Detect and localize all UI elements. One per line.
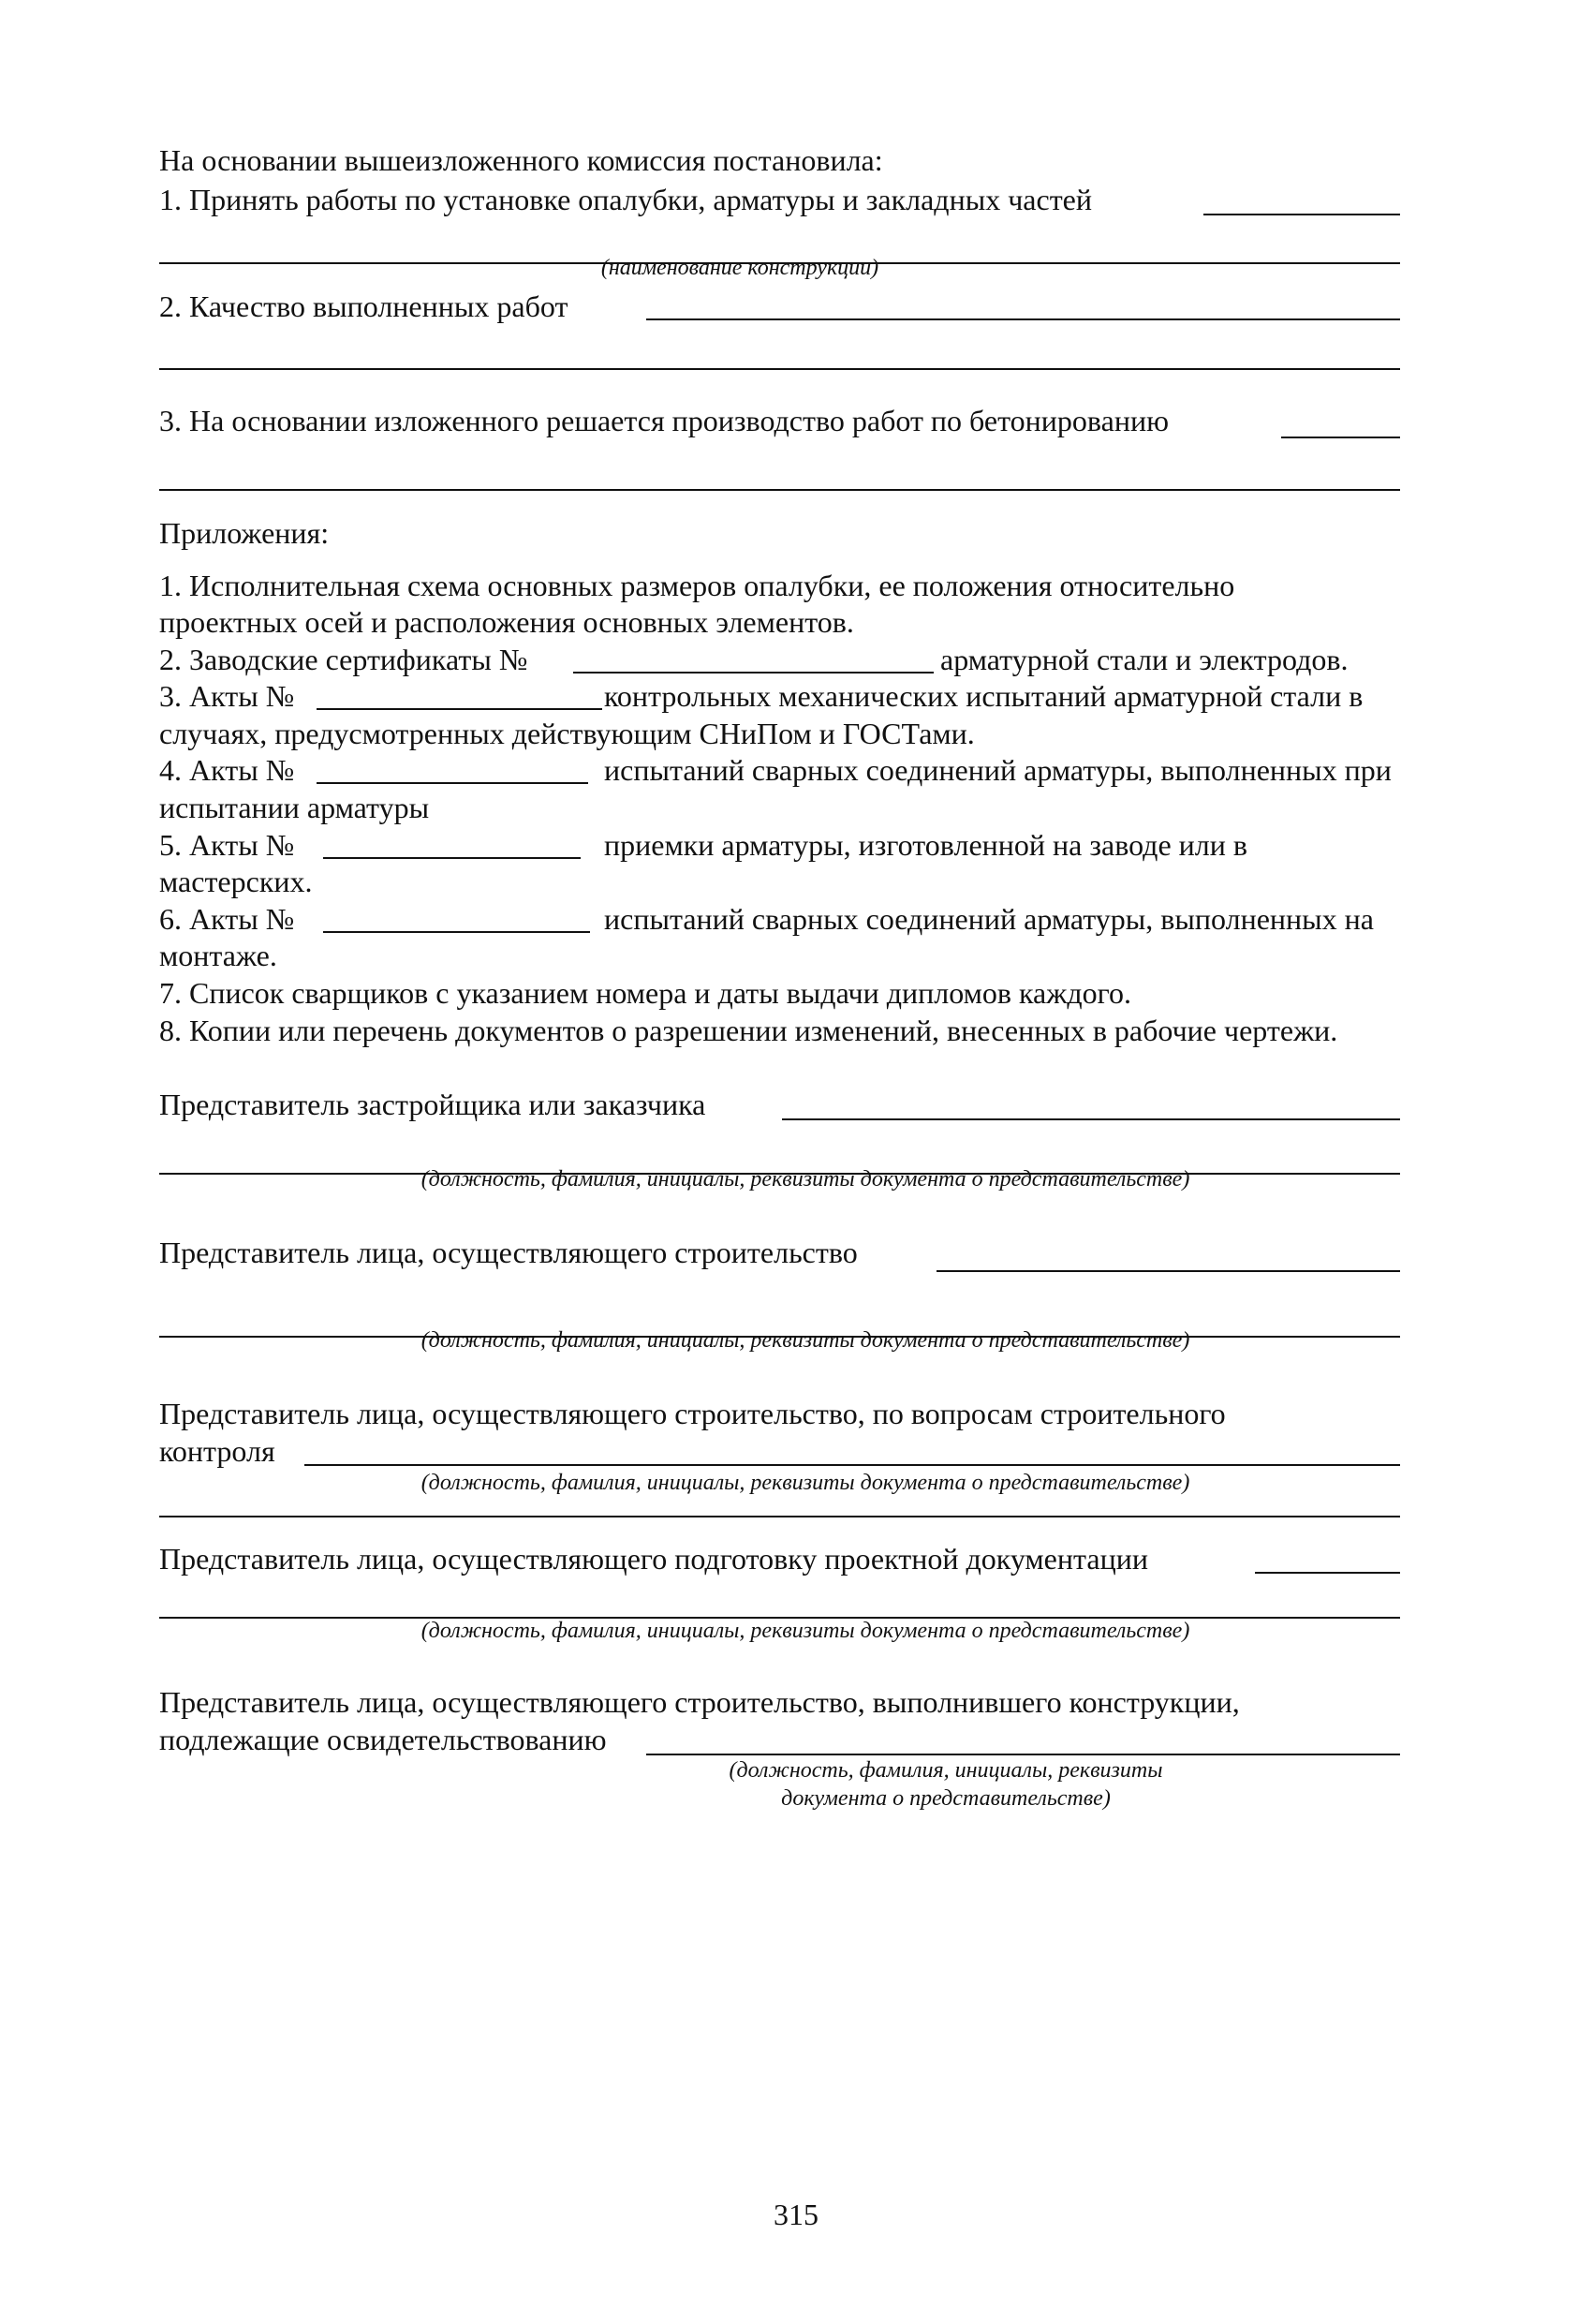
attachment-3-label: 3. Акты № bbox=[159, 679, 295, 713]
attachment-4-tail: испытаний сварных соединений арматуры, выполненных при bbox=[604, 753, 1392, 787]
caption-rep-contractor-2: документа о представительстве) bbox=[781, 1786, 1111, 1811]
rep-contractor-label-1: Представитель лица, осуществляющего строительство, выполнившего конструкции, bbox=[159, 1685, 1240, 1719]
decision-item-3: 3. На основании изложенного решается производство работ по бетонированию bbox=[159, 404, 1169, 437]
page-number: 315 bbox=[774, 2198, 819, 2231]
decision-item-2: 2. Качество выполненных работ bbox=[159, 289, 568, 323]
caption-rep-customer: (должность, фамилия, инициалы, реквизиты документа о представительстве) bbox=[420, 1167, 1190, 1192]
attachment-4-label: 4. Акты № bbox=[159, 753, 295, 787]
attachments-heading: Приложения: bbox=[159, 516, 330, 550]
fill-line-concreting-2[interactable] bbox=[159, 489, 1400, 491]
caption-rep-contractor-1: (должность, фамилия, инициалы, реквизиты bbox=[729, 1758, 1163, 1783]
attachment-3-tail: контрольных механических испытаний арматурной стали в bbox=[604, 679, 1364, 713]
attachment-6-label: 6. Акты № bbox=[159, 902, 295, 936]
attachment-4-line-2: испытании арматуры bbox=[159, 791, 430, 824]
attachment-1-line-1: 1. Исполнительная схема основных размеров опалубки, ее положения относительно bbox=[159, 569, 1235, 602]
attachment-7: 7. Список сварщиков с указанием номера и даты выдачи дипломов каждого. bbox=[159, 976, 1131, 1010]
rep-customer-label: Представитель застройщика или заказчика bbox=[159, 1088, 706, 1121]
fill-line-concreting[interactable] bbox=[1281, 437, 1400, 438]
fill-line-rep-customer[interactable] bbox=[782, 1118, 1400, 1120]
fill-line-acts-5[interactable] bbox=[323, 857, 581, 859]
rep-builder-label: Представитель лица, осуществляющего строительство bbox=[159, 1236, 858, 1269]
caption-construction-name: (наименование конструкции) bbox=[600, 256, 879, 280]
attachment-6-tail: испытаний сварных соединений арматуры, выполненных на bbox=[604, 902, 1374, 936]
rep-design-label: Представитель лица, осуществляющего подготовку проектной документации bbox=[159, 1542, 1148, 1576]
fill-line-rep-builder[interactable] bbox=[937, 1270, 1400, 1272]
caption-rep-control: (должность, фамилия, инициалы, реквизиты документа о представительстве) bbox=[420, 1471, 1190, 1495]
attachment-6-line-2: монтаже. bbox=[159, 939, 277, 972]
attachment-5-line-2: мастерских. bbox=[159, 865, 313, 898]
attachment-2-tail: арматурной стали и электродов. bbox=[940, 643, 1349, 676]
fill-line-acts-3[interactable] bbox=[317, 708, 602, 710]
fill-line-rep-control[interactable] bbox=[304, 1464, 1400, 1466]
fill-line-quality-2[interactable] bbox=[159, 368, 1400, 370]
fill-line-acts-4[interactable] bbox=[317, 782, 588, 784]
attachment-5-tail: приемки арматуры, изготовленной на заводе или в bbox=[604, 828, 1247, 862]
fill-line-rep-contractor[interactable] bbox=[646, 1754, 1400, 1755]
attachment-8: 8. Копии или перечень документов о разрешении изменений, внесенных в рабочие чертежи. bbox=[159, 1014, 1338, 1047]
fill-line-item-1[interactable] bbox=[1203, 214, 1400, 215]
decision-item-1: 1. Принять работы по установке опалубки, арматуры и закладных частей bbox=[159, 183, 1092, 216]
attachment-1-line-2: проектных осей и расположения основных элементов. bbox=[159, 605, 854, 639]
fill-line-quality[interactable] bbox=[646, 318, 1400, 320]
rep-contractor-label-2: подлежащие освидетельствованию bbox=[159, 1723, 607, 1756]
fill-line-acts-6[interactable] bbox=[323, 931, 590, 933]
attachment-3-line-2: случаях, предусмотренных действующим СНиПом и ГОСТами. bbox=[159, 717, 975, 750]
attachment-5-label: 5. Акты № bbox=[159, 828, 295, 862]
rep-control-label-1: Представитель лица, осуществляющего строительство, по вопросам строительного bbox=[159, 1397, 1226, 1430]
fill-line-rep-design[interactable] bbox=[1255, 1572, 1400, 1574]
fill-line-certificates[interactable] bbox=[573, 672, 934, 674]
attachment-2-label: 2. Заводские сертификаты № bbox=[159, 643, 528, 676]
caption-rep-design: (должность, фамилия, инициалы, реквизиты документа о представительстве) bbox=[420, 1619, 1190, 1643]
decision-intro: На основании вышеизложенного комиссия постановила: bbox=[159, 143, 883, 177]
caption-rep-builder: (должность, фамилия, инициалы, реквизиты документа о представительстве) bbox=[420, 1328, 1190, 1353]
rep-control-label-2: контроля bbox=[159, 1434, 275, 1468]
fill-line-rep-control-2[interactable] bbox=[159, 1516, 1400, 1517]
